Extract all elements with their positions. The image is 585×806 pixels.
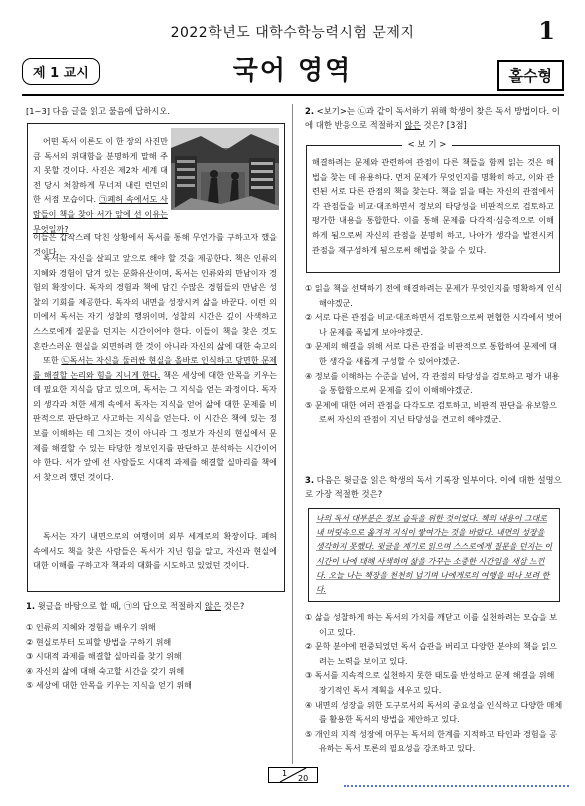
passage-para-1: 어떤 독서 이론도 이 한 장의 사진만큼 독서의 위대함을 분명하게 말해 주지 못할 것이다. 사진은 제2차 세계 대전 당시 처참하게 무너져 내린 런던의 한 서점 모습이다. ㉠폐허 속에서도 사람들이 책을 찾아 서가 앞에 선 이유는 무엇일까?: [33, 136, 168, 234]
q1-option-4[interactable]: ④ 자신의 삶에 대해 숙고할 시간을 갖기 위해: [26, 665, 185, 676]
page-total: 20: [298, 774, 309, 783]
underlined-question: 폐허 속에서도 사람들이 책을 찾아 서가 앞에 선 이유는 무엇일까?: [33, 194, 168, 234]
session-badge: 제 1 교시: [22, 58, 100, 85]
q3-option-2[interactable]: ② 문학 분야에 편중되었던 독서 습관을 버리고 다양한 분야의 책을 읽으려는 노력을 보이고 있다.: [305, 641, 557, 666]
marker-b: ㉡: [61, 355, 70, 365]
q2-option-3[interactable]: ③ 문제의 해결을 위해 서로 다른 관점을 비판적으로 통합하여 문제에 대한 생각을 새롭게 구성할 수 있어야겠군.: [305, 341, 557, 366]
exam-title: 2022학년도 대학수학능력시험 문제지: [170, 25, 415, 41]
q1-option-5[interactable]: ⑤ 세상에 대한 안목을 키우는 지식을 얻기 위해: [26, 680, 193, 691]
dotted-rule: [344, 785, 569, 787]
q3-option-4[interactable]: ④ 내면의 성장을 위한 도구로서의 독서의 중요성을 인식하고 다양한 매체를 활용한 독서의 방법을 제안하고 있다.: [305, 699, 563, 725]
q2-option-4[interactable]: ④ 정보를 이해하는 수준을 넘어, 각 관점의 타당성을 검토하고 평가 내용을 통합함으로써 문제를 깊이 이해해야겠군.: [305, 370, 560, 396]
passage-para-1-end: 이들은 갑작스레 닥친 상황에서 독서를 통해 무언가를 구하고자 했을 것이다.: [33, 232, 277, 257]
q1-option-2[interactable]: ② 현실로부터 도피할 방법을 구하기 위해: [26, 636, 172, 647]
page-number: 1: [538, 16, 555, 45]
page-current: 1: [282, 769, 288, 778]
q1-option-3[interactable]: ③ 시대적 과제를 해결할 실마리를 찾기 위해: [26, 651, 182, 662]
question-1-stem: 1. 윗글을 바탕으로 할 때, ㉠의 답으로 적절하지 않은 것은?: [26, 601, 245, 611]
column-divider: [292, 104, 293, 764]
instruction: [1~3] 다음 글을 읽고 물음에 답하시오.: [26, 106, 171, 116]
parity-badge: 홀수형: [497, 60, 564, 91]
question-3-options: [305, 610, 563, 756]
passage-para-2: 독서는 자신을 살피고 앞으로 해야 할 것을 제공한다. 책은 인류의 지혜와 경험이 담겨 있는 문화유산이며, 독서는 인류와의 만남이자 경험의 확장이다. 독자의 경험과 책에 담긴 수많은 경험들의 만남은 성찰의 기회를 제공한다. 독자의 내면을 성장시켜 삶을 바꾼다. 이런 의미에서 독서는 자기 성찰의 행위이며, 성찰의 시간은 깊이 사색하고 스스로에게 질문을 던지는 시간이어야 한다. 이들이 책을 찾은 것도 혼란스러운 현실을 외면하려 한 것이 아니라 자신의 삶에 대한 숙고의: [33, 253, 277, 351]
q3-option-1[interactable]: ① 삶을 성찰하게 하는 독서의 가치를 깨닫고 이를 실천하려는 모습을 보이고 있다.: [305, 612, 557, 637]
q1-option-1[interactable]: ① 인류의 지혜와 경험을 배우기 위해: [26, 622, 156, 632]
bogi-text: 해결하려는 문제와 관련하여 관점이 다른 책들을 함께 읽는 것은 해법을 찾는 데 유용하다. 먼저 문제가 무엇인지를 명확히 하고, 이와 관련된 서로 다른 관점의 책을 찾는다. 책을 읽을 때는 자신의 관점에서 각 관점들을 비교·대조하면서 정보의 타당성을 비판적으로 검토하고 평가한 내용을 통합한다. 이를 통해 문제를 다각적·심층적으로 이해하게 됨으로써 자신의 관점을 분명히 하고, 나아가 생각을 발전시켜 관점을 재구성하게 됨으로써 해법을 찾을 수 있다.: [312, 157, 554, 255]
q3-option-3[interactable]: ③ 독서를 지속적으로 실천하지 못한 태도를 반성하고 문제 해결을 위해 장기적인 독서 계획을 세우고 있다.: [305, 670, 555, 695]
question-2-options: [305, 281, 563, 427]
bogi-label: < 보 기 >: [402, 140, 452, 150]
header-rule: [22, 94, 564, 96]
underlined-claim: 독서는 자신을 둘러싼 현실을 올바로 인식하고 당면한 문제를 해결할 논리와 힘을 지니게 한다.: [33, 355, 277, 380]
passage-para-3: 또한 ㉡독서는 자신을 둘러싼 현실을 올바로 인식하고 당면한 문제를 해결할 논리와 힘을 지니게 한다. 책은 세상에 대한 안목을 키우는 데 필요한 지식을 담고 있으며, 독서는 그 지식을 얻는 과정이다. 독자의 생각과 처한 세계 속에서 독자는 지식을 얻어 삶에 대한 문제를 비판적으로 판단하고 사고하는 지식을 얻는다. 이 시간은 책에 있는 정보를 이해하는 데 그치는 것이 아니라 그 정보가 자신의 현실에서 문제를 해결할 수 있는 타당한 정보인지를 판단하고 분석하는 시간이어야 한다. 서가 앞에 선 사람들도 시대적 과제를 해결할 실마리를 책에서 찾으려 했던 것이다.: [33, 355, 277, 482]
q2-option-2[interactable]: ② 서로 다른 관점을 비교·대조하면서 검토함으로써 편협한 시각에서 벗어나 문제를 폭넓게 보아야겠군.: [305, 312, 563, 337]
subject-title: 국어 영역: [232, 56, 353, 86]
q2-option-1[interactable]: ① 읽을 책을 선택하기 전에 해결하려는 문제가 무엇인지를 명확하게 인식해야겠군.: [305, 283, 563, 308]
bookstore-ruin-photo: [171, 128, 279, 210]
reading-log-text: 나의 독서 대부분은 정보 습득을 위한 것이었다. 책의 내용이 그대로 내 머릿속으로 옮겨져 지식이 쌓여가는 것을 바랐다. 내면의 성장을 생각하지 못했다. 윗글을 계기로 읽으며 스스로에게 질문을 던지는 이 시간이 나에 대해 사색하며 삶을 가꾸는 소중한 시간임을 새삼 느낀다. 오늘 나는 책장을 천천히 넘기며 나에게로의 여행을 떠나 보려 한다.: [316, 514, 553, 595]
question-2-stem: 2. <보기>는 ㉡과 같이 독서하기 위해 학생이 찾은 독서 방법이다. 이에 대한 반응으로 적절하지 않은 것은? [3점]: [305, 106, 560, 130]
q3-option-5[interactable]: ⑤ 개인의 지적 성장에 머무는 독서의 한계를 지적하고 타인과 경험을 공유하는 독서 토론의 필요성을 강조하고 있다.: [305, 728, 557, 754]
page-indicator: [268, 767, 318, 783]
question-3-stem: 3. 다음은 윗글을 읽은 학생의 독서 기록장 일부이다. 이에 대한 설명으로 가장 적절한 것은?: [305, 475, 562, 499]
marker-a: ㉠: [99, 194, 108, 205]
passage-para-4: 독서는 자기 내면으로의 여행이며 외부 세계로의 확장이다. 폐허 속에서도 책을 찾은 사람들은 독서가 지닌 힘을 알고, 자신과 현실에 대한 이해를 구하고자 책과의 대화를 시도하고 있었던 것이다.: [33, 531, 277, 571]
question-1-options: [26, 620, 284, 693]
q2-option-5[interactable]: ⑤ 문제에 대한 여러 관점을 다각도로 검토하고, 비판적 판단을 유보함으로써 자신의 관점이 지닌 타당성을 견고히 해야겠군.: [305, 399, 557, 425]
